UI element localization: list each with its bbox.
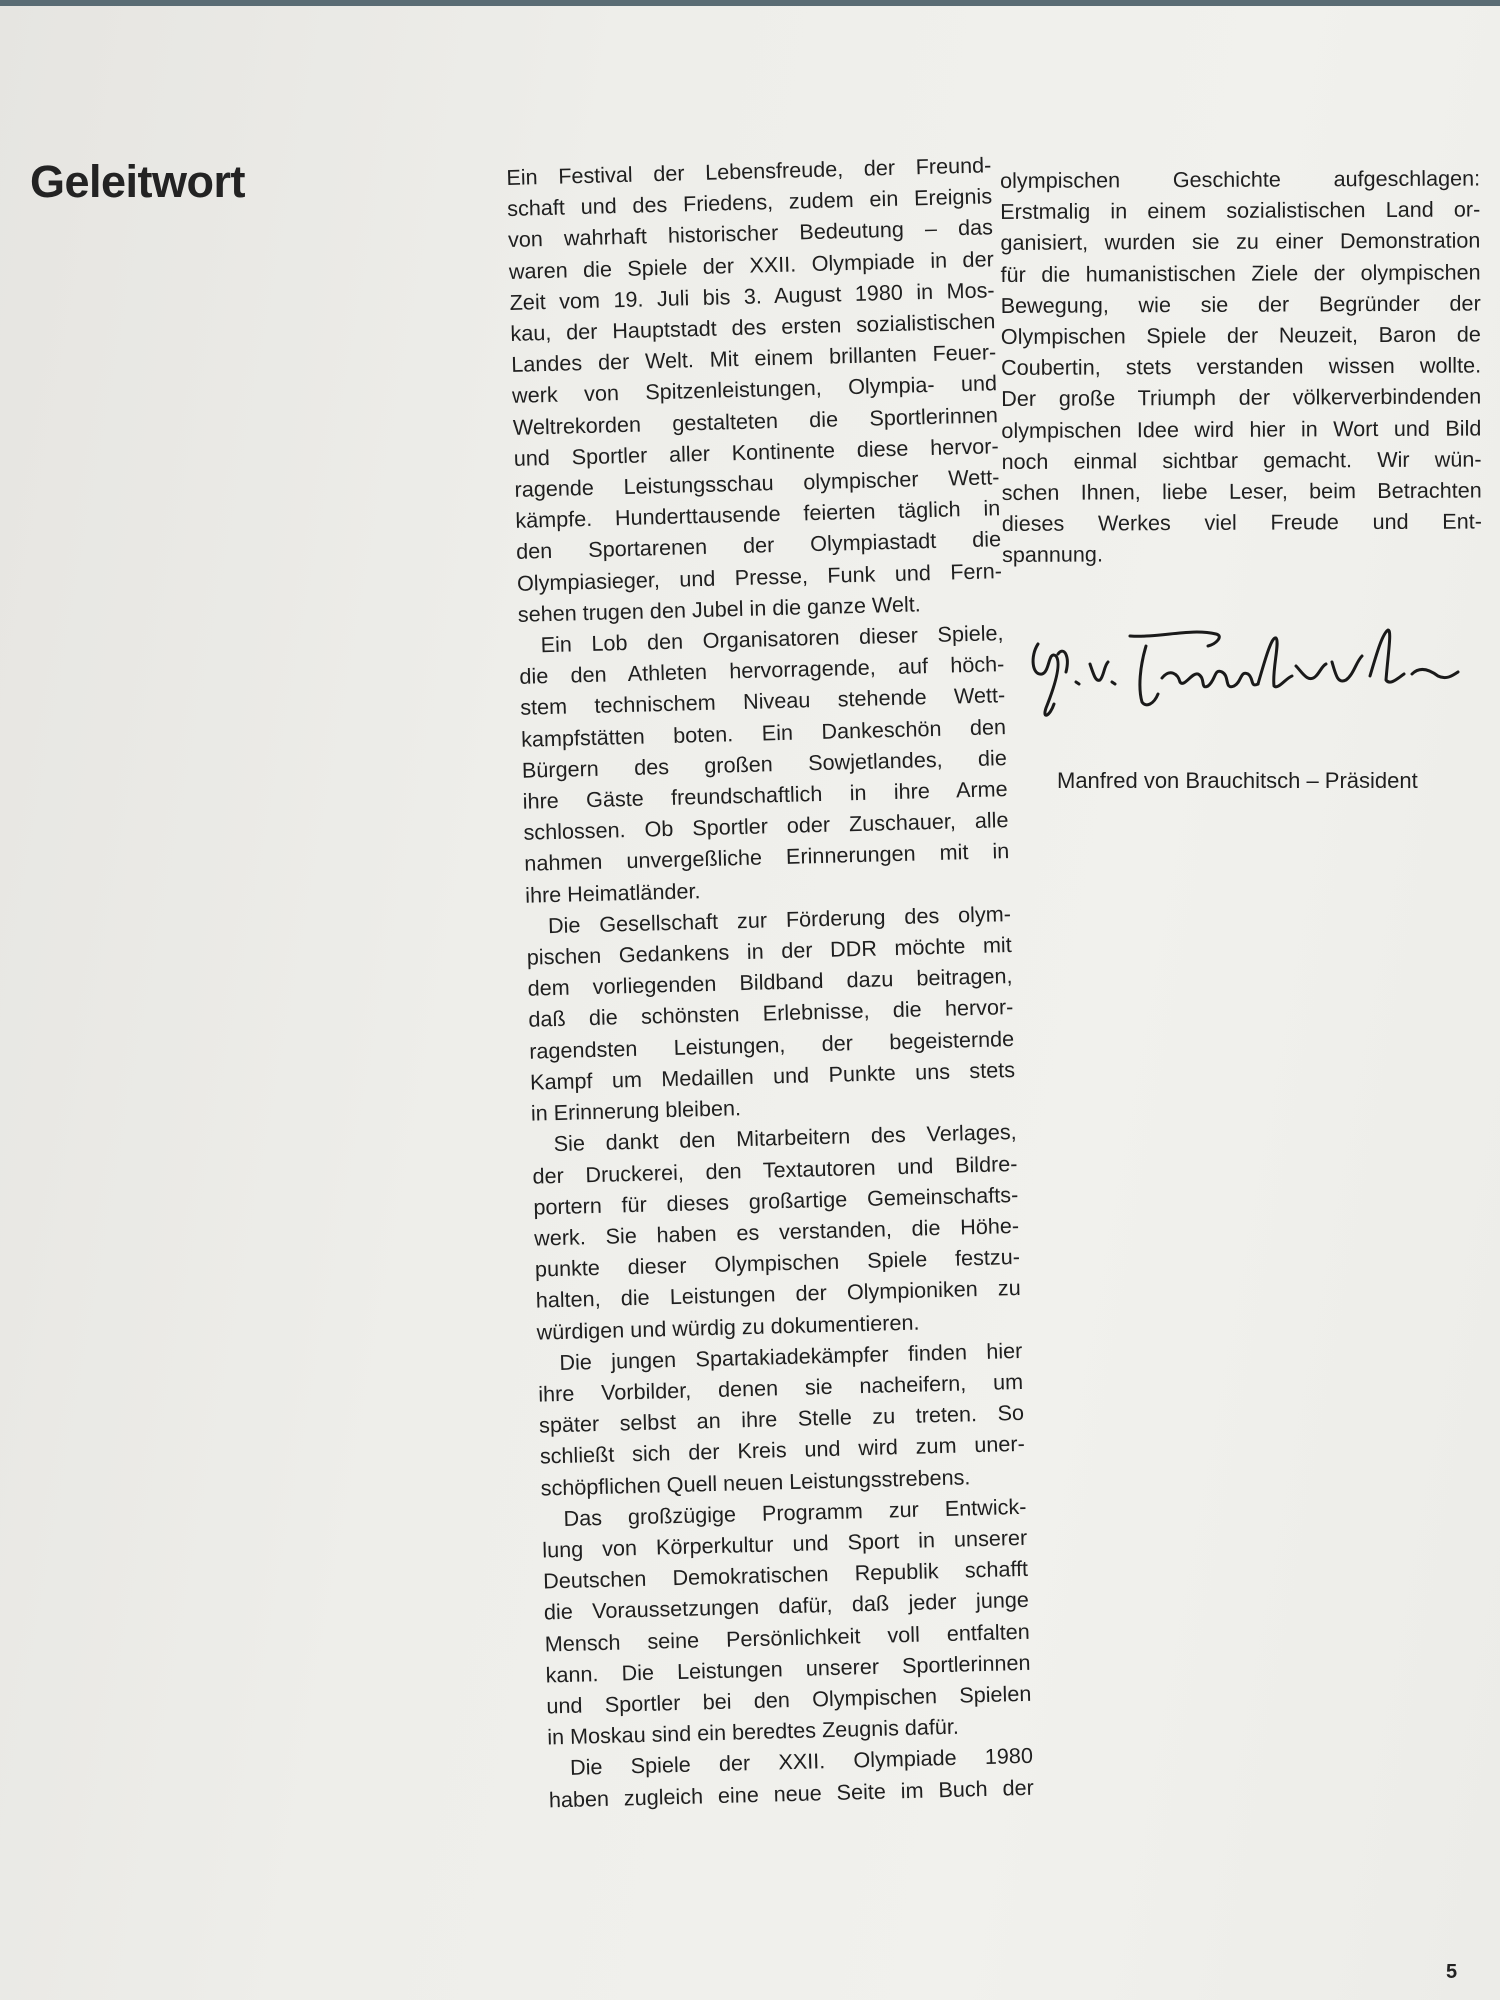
text-line: ganisiert, wurden sie zu einer Demonstration: [1000, 227, 1481, 256]
text-line: und Sportler bei den Olympischen Spielen: [546, 1680, 1032, 1719]
text-line: Coubertin, stets verstanden wissen wollte.: [1000, 352, 1482, 381]
text-line: Mensch seine Persönlichkeit voll entfalten: [544, 1618, 1030, 1657]
signature-name: Manfred von Brauchitsch – Präsident: [1057, 768, 1418, 793]
text-line: halten, die Leistungen der Olympioniken zu: [535, 1275, 1021, 1313]
text-line: Deutschen Demokratischen Republik schafft: [542, 1555, 1029, 1594]
text-line: werk. Sie haben es verstanden, die Höhe-: [533, 1212, 1020, 1251]
text-line: ragende Leistungsschau olympischer Wett-: [514, 464, 1000, 502]
text-line: Olympiasieger, und Presse, Funk und Fern-: [516, 557, 1003, 596]
text-line: ihre Gäste freundschaftlich in ihre Arme: [522, 776, 1008, 814]
text-column-right: [1000, 162, 1482, 570]
text-line: Landes der Welt. Mit einem brillanten Feuer-: [510, 339, 997, 378]
text-line: pischen Gedankens in der DDR möchte mit: [526, 932, 1012, 970]
text-line: Ein Festival der Lebensfreude, der Freund-: [506, 152, 992, 190]
text-line: Die Gesellschaft zur Förderung des olym-: [547, 900, 1012, 939]
text-line: in Moskau sind ein beredtes Zeugnis dafür.: [546, 1713, 960, 1750]
text-line: würdigen und würdig zu dokumentieren.: [536, 1309, 920, 1345]
text-line: Ein Lob den Organisatoren dieser Spiele,: [540, 620, 1004, 658]
text-line: lung von Körperkultur und Sport in unserer: [542, 1524, 1028, 1563]
text-line: Die jungen Spartakiadekämpfer finden hier: [559, 1337, 1023, 1375]
text-line: von wahrhaft historischer Bedeutung – das: [507, 214, 994, 253]
text-line: Das großzügige Programm zur Entwick-: [563, 1493, 1027, 1531]
text-line: den Sportarenen der Olympiastadt die: [515, 526, 1002, 565]
signature-icon: [1020, 616, 1470, 746]
text-line: werk von Spitzenleistungen, Olympia- und: [511, 370, 998, 409]
text-line: ihre Vorbilder, denen sie nacheifern, um: [537, 1368, 1024, 1407]
text-line: Weltrekorden gestalteten die Sportlerinnen: [512, 401, 999, 440]
text-line: spannung.: [1001, 541, 1103, 568]
text-line: olympischen Idee wird hier in Wort und Bild: [1001, 415, 1482, 443]
text-line: später selbst an ihre Stelle zu treten. So: [538, 1400, 1025, 1438]
text-line: waren die Spiele der XXII. Olympiade in der: [508, 245, 995, 284]
text-line: noch einmal sichtbar gemacht. Wir wün-: [1001, 446, 1482, 474]
text-line: ragendsten Leistungen, der begeisternde: [528, 1025, 1015, 1064]
text-line: kann. Die Leistungen unserer Sportlerinnen: [545, 1649, 1031, 1688]
text-line: schlossen. Ob Sportler oder Zuschauer, alle: [523, 807, 1009, 846]
text-line: Zeit vom 19. Juli bis 3. August 1980 in Mos-: [509, 277, 995, 315]
text-line: kau, der Hauptstadt des ersten sozialistischen: [510, 308, 996, 346]
text-line: Die Spiele der XXII. Olympiade 1980: [569, 1743, 1034, 1781]
text-line: und Sportler aller Kontinente diese hervor-: [513, 433, 999, 471]
text-line: olympischen Geschichte aufgeschlagen:: [1000, 165, 1481, 193]
page-number: 5: [1446, 1961, 1458, 1983]
text-line: schöpflichen Quell neuen Leistungsstrebens.: [540, 1463, 971, 1501]
text-line: kämpfe. Hunderttausende feierten täglich in: [515, 495, 1001, 534]
text-line: die Voraussetzungen dafür, daß jeder junge: [543, 1587, 1030, 1625]
text-line: die den Athleten hervorragende, auf höch-: [519, 651, 1005, 690]
text-line: schaft und des Friedens, zudem ein Ereignis: [506, 183, 993, 222]
text-column-left: [506, 149, 1034, 1815]
text-line: Bewegung, wie sie der Begründer der: [1000, 290, 1481, 318]
text-line: Erstmalig in einem sozialistischen Land or-: [1000, 196, 1481, 225]
text-line: Der große Triumph der völkerverbindenden: [1001, 383, 1482, 412]
book-page: [0, 6, 1500, 2000]
text-line: dieses Werkes viel Freude und Ent-: [1001, 508, 1482, 537]
text-line: für die humanistischen Ziele der olympischen: [1000, 259, 1481, 287]
text-line: Kampf um Medaillen und Punkte uns stets: [529, 1056, 1016, 1095]
text-line: Bürgern des großen Sowjetlandes, die: [521, 744, 1008, 783]
text-line: der Druckerei, den Textautoren und Bildre-: [532, 1150, 1018, 1189]
text-line: portern für dieses großartige Gemeinschafts-: [533, 1181, 1019, 1220]
text-line: schließt sich der Kreis und wird zum uner-: [539, 1431, 1026, 1469]
text-line: punkte dieser Olympischen Spiele festzu-: [534, 1244, 1021, 1282]
text-line: daß die schönsten Erlebnisse, die hervor-: [528, 994, 1014, 1033]
text-line: haben zugleich eine neue Seite im Buch der: [548, 1774, 1035, 1812]
text-line: ihre Heimatländer.: [524, 877, 701, 908]
text-line: dem vorliegenden Bildband dazu beitragen,: [527, 963, 1013, 1001]
text-line: schen Ihnen, liebe Leser, beim Betrachten: [1001, 477, 1482, 506]
text-line: sehen trugen den Jubel in die ganze Welt.: [517, 591, 921, 627]
text-line: nahmen unvergeßliche Erinnerungen mit in: [524, 838, 1010, 877]
text-line: kampfstätten boten. Ein Dankeschön den: [520, 713, 1007, 752]
page-heading: Geleitwort: [30, 156, 246, 207]
text-line: Olympischen Spiele der Neuzeit, Baron de: [1000, 321, 1481, 350]
text-line: in Erinnerung bleiben.: [530, 1095, 742, 1126]
text-line: Sie dankt den Mitarbeitern des Verlages,: [553, 1119, 1017, 1157]
text-line: stem technischem Niveau stehende Wett-: [519, 682, 1006, 721]
